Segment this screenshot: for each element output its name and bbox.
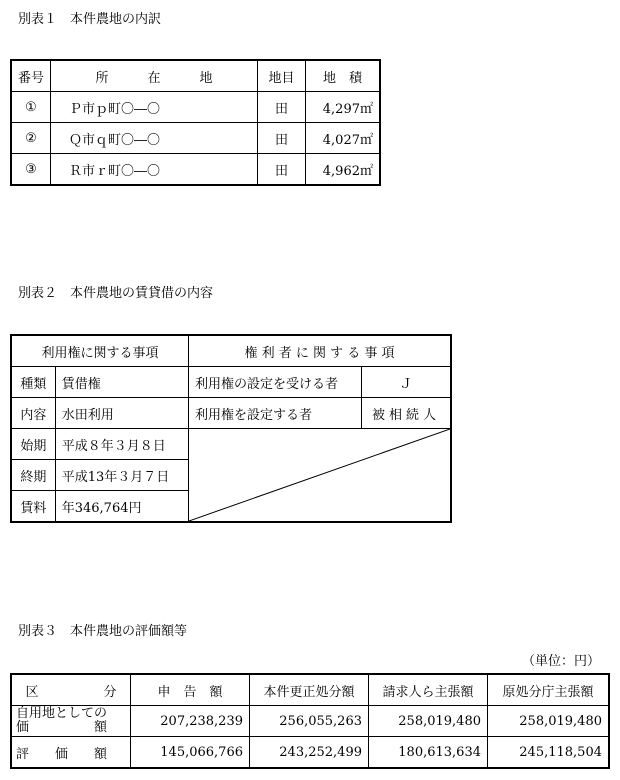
table2-header-right: 権 利 者 に 関 す る 事 項 [189,335,452,367]
table2-row-label: 始期 [11,429,55,460]
table-row [11,367,451,398]
table2-row-label: 種類 [11,367,55,398]
table1-header-location: 所 在 地 [51,60,258,92]
table3-cell-value: 245,118,504 [488,737,610,769]
table3-header-claimant: 請求人ら主張額 [369,674,488,706]
table2-row-value: 平成13年３月７日 [55,460,188,491]
table1-cell-area: 4,297㎡ [306,92,381,123]
table3-header-declared: 申 告 額 [131,674,250,706]
table-row [11,429,451,460]
table-row [11,92,380,123]
table-row [11,398,451,429]
table2-blank-cell [189,429,452,523]
table1 [10,59,381,186]
table1-header-number: 番号 [11,60,51,92]
table3-cell-value: 145,066,766 [131,737,250,769]
table1-cell-number: ① [11,92,51,123]
table2-header-left: 利用権に関する事項 [11,335,189,367]
table2-party-value: Ｊ [362,367,452,398]
table2-title: 別表２ 本件農地の賃貸借の内容 [18,286,214,301]
table1-cell-area: 4,027㎡ [306,123,381,154]
table3-header-reassessment: 本件更正処分額 [250,674,369,706]
diagonal-line [189,429,450,521]
table3-row-label: 評 価 額 [11,737,131,769]
table1-cell-location: Ｒ市ｒ町〇―〇 [51,154,258,186]
table1-cell-number: ② [11,123,51,154]
table3-cell-value: 258,019,480 [369,706,488,737]
table1-cell-location: Ｑ市ｑ町〇―〇 [51,123,258,154]
table2-row-value: 賃借権 [55,367,188,398]
table2-party-label: 利用権を設定する者 [189,398,362,429]
table3-row-label [11,706,131,737]
table-row [11,706,609,737]
table2-row-value: 年346,764円 [55,491,188,523]
table1-cell-location: Ｐ市ｐ町〇―〇 [51,92,258,123]
table1-cell-category: 田 [258,123,306,154]
table3-cell-value: 258,019,480 [488,706,610,737]
table3-title: 別表３ 本件農地の評価額等 [18,624,188,639]
table3-header-authority: 原処分庁主張額 [488,674,610,706]
table1-cell-category: 田 [258,92,306,123]
table3 [10,673,610,769]
table1-cell-number: ③ [11,154,51,186]
table1-header-category: 地目 [258,60,306,92]
table3-cell-value: 180,613,634 [369,737,488,769]
table3-row-label-line1: 自用地としての [16,706,108,721]
table3-cell-value: 243,252,499 [250,737,369,769]
table3-cell-value: 256,055,263 [250,706,369,737]
table2-row-label: 終期 [11,460,55,491]
table1-title: 別表１ 本件農地の内訳 [18,12,162,27]
table3-unit: （単位：円） [522,654,601,669]
table-row [11,154,380,186]
table1-cell-area: 4,962㎡ [306,154,381,186]
table2 [10,334,452,523]
table2-row-label: 賃料 [11,491,55,523]
table1-header-area: 地 積 [306,60,381,92]
table-row [11,737,609,769]
table3-row-label-line2: 価 額 [16,720,108,735]
table3-header-category: 区 分 [11,674,131,706]
table2-row-value: 平成８年３月８日 [55,429,188,460]
table2-row-label: 内容 [11,398,55,429]
table-row [11,123,380,154]
table3-cell-value: 207,238,239 [131,706,250,737]
table2-row-value: 水田利用 [55,398,188,429]
table2-party-value: 被相続人 [362,398,452,429]
table2-party-label: 利用権の設定を受ける者 [189,367,362,398]
table1-cell-category: 田 [258,154,306,186]
